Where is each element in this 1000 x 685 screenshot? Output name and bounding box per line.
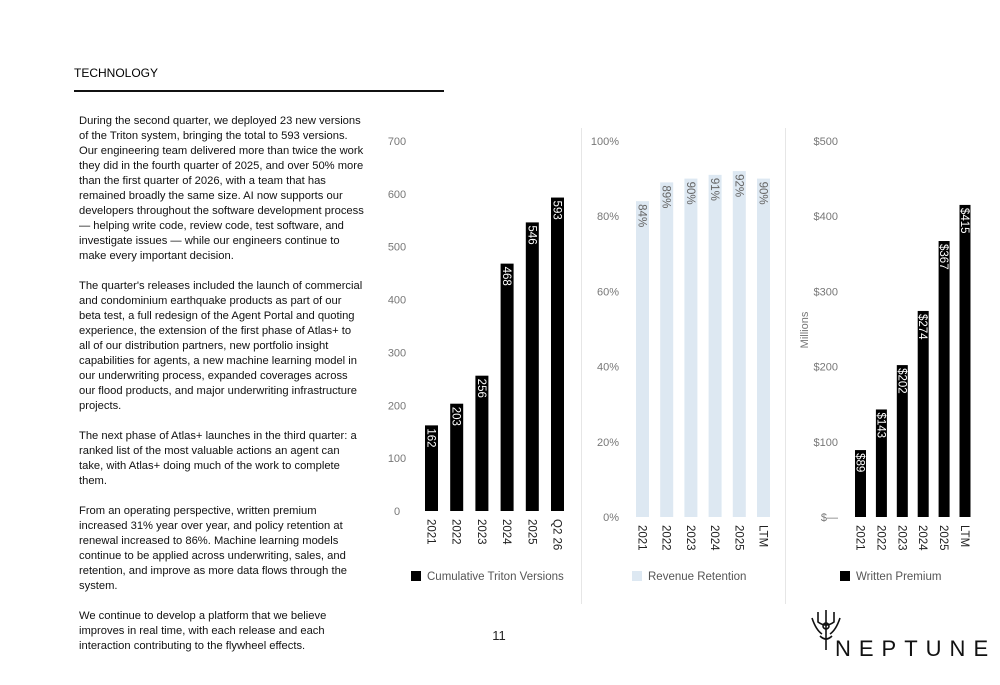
y-tick-label: 20% [596, 436, 619, 449]
y-tick-label: $300 [813, 286, 838, 299]
x-tick-label: 2022 [659, 525, 672, 551]
bar [733, 171, 746, 517]
data-label: 256 [474, 378, 487, 398]
legend-swatch [840, 571, 850, 581]
y-tick-label: 400 [387, 294, 407, 307]
data-label: 90% [756, 181, 769, 205]
bar [526, 222, 539, 511]
data-label: 546 [525, 225, 538, 245]
x-tick-label: 2025 [732, 525, 745, 551]
data-label: 90% [683, 181, 696, 205]
x-tick-label: Q2 26 [550, 519, 563, 551]
section-title: TECHNOLOGY [74, 66, 159, 80]
x-tick-label: 2025 [937, 525, 950, 551]
bar [939, 241, 950, 517]
x-tick-label: 2022 [449, 519, 462, 545]
data-label: $89 [853, 453, 866, 473]
x-tick-label: 2025 [525, 519, 538, 545]
logo-wordmark: NEPTUNE [835, 636, 997, 661]
data-label: 84% [635, 204, 648, 228]
x-tick-label: 2021 [424, 519, 437, 545]
data-label: $367 [937, 244, 950, 270]
data-label: 203 [449, 406, 462, 426]
y-tick-label: 300 [387, 347, 407, 360]
y-tick-label: $500 [813, 136, 838, 148]
data-label: $143 [874, 412, 887, 439]
y-tick-label: 500 [387, 241, 407, 254]
y-tick-label: 40% [596, 361, 619, 374]
legend-label: Revenue Retention [648, 571, 747, 583]
data-label: 92% [732, 174, 745, 198]
x-tick-label: 2023 [683, 525, 696, 551]
legend-swatch [411, 571, 421, 581]
x-tick-label: 2024 [500, 519, 513, 545]
data-label: $274 [916, 313, 929, 340]
legend-label: Cumulative Triton Versions [427, 571, 564, 583]
x-tick-label: LTM [756, 525, 769, 548]
y-tick-label: $200 [813, 361, 838, 374]
x-tick-label: 2021 [635, 525, 648, 551]
y-axis-label: Millions [799, 311, 811, 349]
data-label: 89% [659, 185, 672, 209]
y-tick-label: 200 [387, 400, 407, 413]
bar [660, 182, 673, 517]
y-tick-label: $— [820, 512, 838, 524]
bar [551, 198, 564, 511]
paragraph: From an operating perspective, written premium increased 31% year over year, and policy retention at renewal increased to 86%. Machine learning models continue to be applied across underwriting, sales, and retention, and improve as more data flows through the system. [79, 505, 348, 592]
bar [918, 311, 929, 517]
y-tick-label: 600 [387, 188, 407, 201]
paragraph: We continue to develop a platform that we believe improves in real time, with each release and each interaction contributing to the flywheel effects. [79, 610, 327, 652]
y-tick-label: 100% [590, 136, 619, 148]
data-label: 593 [550, 200, 563, 220]
bar [757, 179, 770, 517]
x-tick-label: 2024 [916, 525, 929, 551]
x-tick-label: 2023 [895, 525, 908, 551]
y-tick-label: 60% [596, 286, 619, 299]
data-label: 91% [708, 177, 721, 201]
y-tick-label: $400 [813, 211, 838, 224]
bar [709, 175, 722, 517]
y-tick-label: $100 [813, 436, 838, 449]
bar [684, 179, 697, 517]
data-label: $202 [895, 368, 908, 394]
bar [960, 205, 971, 517]
legend-swatch [632, 571, 642, 581]
paragraph: During the second quarter, we deployed 23 new versions of the Triton system, bringing the total to 593 versions. Our engineering team delivered more than twice the work they did in the fourth quarter of 2025, and over 50% more than the first quarter of 2026, with a team that has remained broadly the same size. AI now supports our developers throughout the software development process — helping write code, review code, test software, and investigate issues — while our engineers continue to make every important decision. [79, 115, 364, 262]
data-label: 162 [424, 428, 437, 448]
x-tick-label: 2024 [708, 525, 721, 551]
page-number: 11 [492, 628, 506, 643]
legend-label: Written Premium [856, 571, 942, 583]
x-tick-label: 2022 [874, 525, 887, 551]
paragraph: The quarter's releases included the launch of commercial and condominium earthquake products as part of our beta test, a full redesign of the Agent Portal and quoting experience, the extension of the first phase of Atlas+ to all of our distribution partners, new portfolio insight capabilities for agents, a new machine learning model in our underwriting process, expanded coverages across our flood products, and major underwriting infrastructure projects. [79, 280, 363, 412]
bar [501, 264, 514, 511]
data-label: $415 [958, 207, 970, 234]
paragraph: The next phase of Atlas+ launches in the third quarter: a ranked list of the most valuable actions an agent can take, with Atlas+ doing much of the work to complete them. [79, 430, 357, 487]
y-tick-label: 80% [596, 211, 619, 224]
y-tick-label: 100 [387, 453, 407, 466]
bar [636, 201, 649, 517]
x-tick-label: 2021 [853, 525, 866, 551]
y-tick-label: 0 [393, 506, 401, 518]
y-tick-label: 0% [603, 512, 619, 524]
x-tick-label: LTM [958, 525, 970, 548]
y-tick-label: 700 [387, 136, 407, 148]
data-label: 468 [500, 266, 513, 286]
x-tick-label: 2023 [474, 519, 487, 545]
